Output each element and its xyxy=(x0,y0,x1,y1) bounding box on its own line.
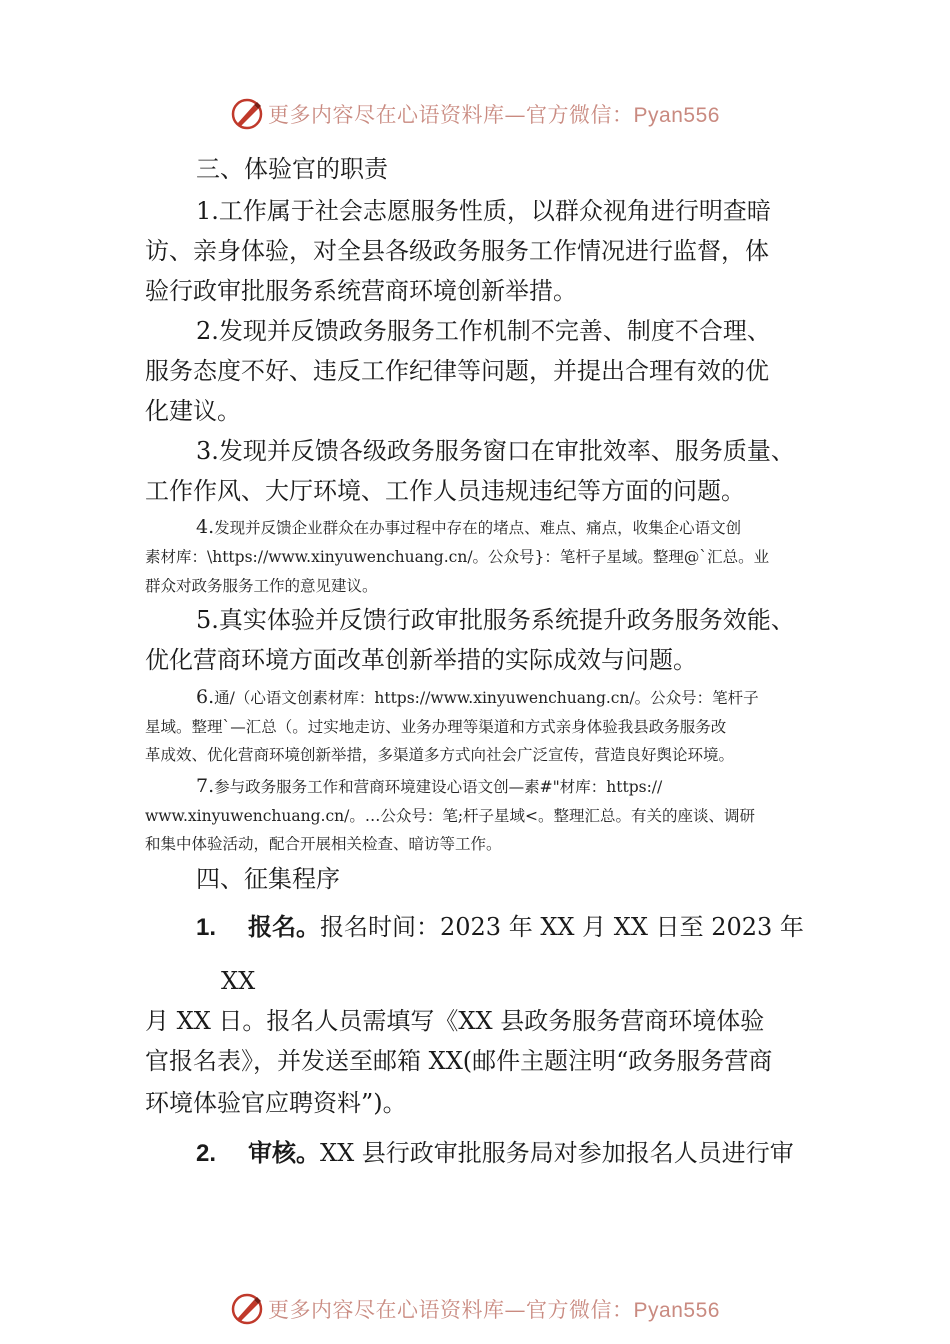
pen-logo-icon xyxy=(230,97,264,131)
item7-number: 7. xyxy=(196,775,215,797)
item7-line3: 和集中体验活动，配合开展相关检查、暗访等工作。 xyxy=(145,835,502,853)
item6-line3: 革成效、优化营商环境创新举措，多渠道多方式向社会广泛宣传，营造良好舆论环境。 xyxy=(145,746,735,764)
item7-line2: www.xinyuwenchuang.cn/。…公众号：笔;杆子星域<。整理汇总。有关的座谈、调研 xyxy=(145,807,756,825)
step1-line2: XX xyxy=(221,967,256,995)
banner-text xyxy=(268,1294,720,1324)
item1-line3: 验行政审批服务系统营商环境创新举措。 xyxy=(145,277,577,305)
section3-heading: 三、体验官的职责 xyxy=(196,155,388,183)
item7-line1 xyxy=(196,774,662,799)
step1-text1: 报名时间：2023 年 XX 月 XX 日至 2023 年 xyxy=(320,913,804,941)
item6-line1 xyxy=(196,685,759,710)
step1-line1 xyxy=(196,910,804,945)
item4-text1: 发现并反馈企业群众在办事过程中存在的堵点、难点、痛点，收集企心语文创 xyxy=(214,519,742,537)
banner-label: 更多内容尽在心语资料库—官方微信： xyxy=(268,1298,634,1322)
pen-logo-icon xyxy=(230,1292,264,1326)
item4-line2: 素材库：\https://www.xinyuwenchuang.cn/。公众号}：笔杆子星域。整理@`汇总。业 xyxy=(145,548,770,566)
step1-key: 报名。 xyxy=(248,913,320,941)
item2-line1: 2.发现并反馈政务服务工作机制不完善、制度不合理、 xyxy=(196,317,771,345)
step2-number: 2. xyxy=(196,1140,217,1167)
header-banner xyxy=(0,94,950,134)
step1-line3: 月 XX 日。报名人员需填写《XX 县政务服务营商环境体验 xyxy=(145,1007,765,1035)
item2-line3: 化建议。 xyxy=(145,397,241,425)
item3-line1: 3.发现并反馈各级政务服务窗口在审批效率、服务质量、 xyxy=(196,437,795,465)
item3-line2: 工作作风、大厅环境、工作人员违规违纪等方面的问题。 xyxy=(145,477,745,505)
item1-line1: 1.工作属于社会志愿服务性质，以群众视角进行明查暗 xyxy=(196,197,771,225)
item5-line2: 优化营商环境方面改革创新举措的实际成效与问题。 xyxy=(145,646,697,674)
step2-line1 xyxy=(196,1136,794,1171)
item6-number: 6. xyxy=(196,686,215,708)
banner-label: 更多内容尽在心语资料库—官方微信： xyxy=(268,103,634,127)
item7-text1: 参与政务服务工作和营商环境建设心语文创—素#"材库：https:// xyxy=(214,778,663,796)
footer-banner xyxy=(0,1289,950,1329)
step1-number: 1. xyxy=(196,914,217,941)
item4-line1 xyxy=(196,515,741,540)
step1-line5: 环境体验官应聘资料”)。 xyxy=(145,1089,407,1117)
step1-line4: 官报名表》，并发送至邮箱 XX(邮件主题注明“政务服务营商 xyxy=(145,1047,773,1075)
section4-heading: 四、征集程序 xyxy=(196,865,340,893)
step2-key: 审核。 xyxy=(248,1139,320,1167)
item6-line2: 星域。整理`—汇总（。过实地走访、业务办理等渠道和方式亲身体验我县政务服务改 xyxy=(145,718,727,736)
item4-line3: 群众对政务服务工作的意见建议。 xyxy=(145,577,378,595)
item1-line2: 访、亲身体验，对全县各级政务服务工作情况进行监督，体 xyxy=(145,237,769,265)
banner-text xyxy=(268,99,720,129)
item2-line2: 服务态度不好、违反工作纪律等问题，并提出合理有效的优 xyxy=(145,357,769,385)
banner-wechat: Pyan556 xyxy=(633,104,720,127)
step2-text1: XX 县行政审批服务局对参加报名人员进行审 xyxy=(320,1139,794,1167)
item6-text1: 通/（心语文创素材库：https://www.xinyuwenchuang.cn/。公众号：笔杆子 xyxy=(214,689,759,707)
item4-number: 4. xyxy=(196,516,215,538)
item5-line1: 5.真实体验并反馈行政审批服务系统提升政务服务效能、 xyxy=(196,606,795,634)
banner-wechat: Pyan556 xyxy=(633,1299,720,1322)
